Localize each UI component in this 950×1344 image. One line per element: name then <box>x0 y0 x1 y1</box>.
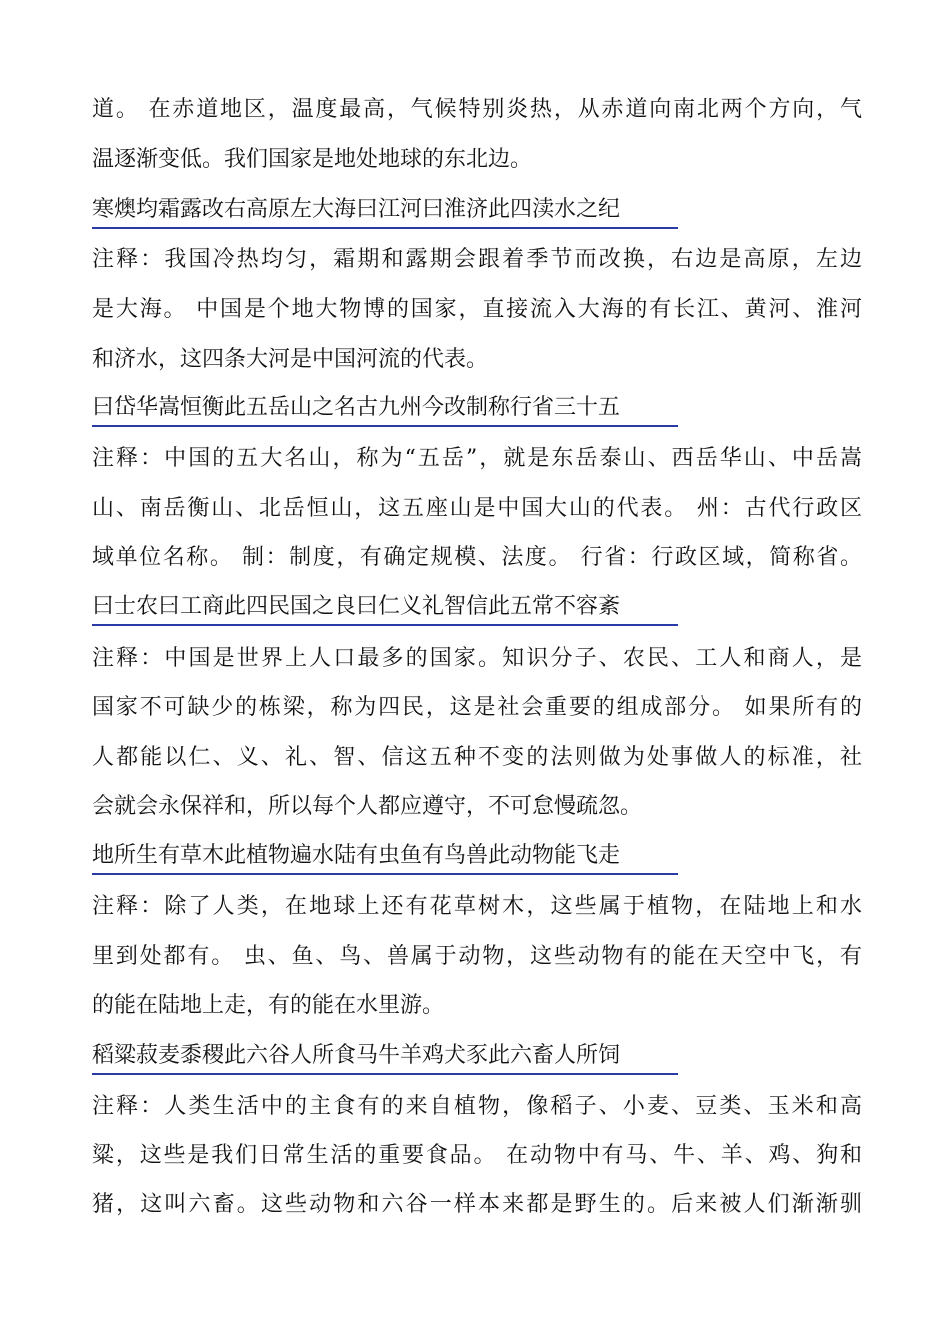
verse-heading-5 <box>92 1041 678 1075</box>
verse-heading-2 <box>92 393 678 427</box>
verse-text: 稻粱菽麦黍稷此六谷人所食马牛羊鸡犬豕此六畜人所饲 <box>92 1043 621 1068</box>
intro-line-2: 温逐渐变低。我们国家是地处地球的东北边。 <box>92 147 533 172</box>
annotation-line: 和济水，这四条大河是中国河流的代表。 <box>92 347 489 372</box>
annotation-line: 里到处都有。 虫、鱼、鸟、兽属于动物，这些动物有的能在天空中飞，有 <box>92 944 862 969</box>
annotation-line: 的能在陆地上走，有的能在水里游。 <box>92 993 445 1018</box>
verse-heading-3 <box>92 592 678 626</box>
verse-text: 地所生有草木此植物遍水陆有虫鱼有鸟兽此动物能飞走 <box>92 843 621 868</box>
annotation-line: 注释：人类生活中的主食有的来自植物，像稻子、小麦、豆类、玉米和高 <box>92 1094 862 1119</box>
annotation-line: 域单位名称。 制：制度，有确定规模、法度。 行省：行政区域，简称省。 <box>92 545 862 570</box>
annotation-line: 国家不可缺少的栋梁，称为四民，这是社会重要的组成部分。 如果所有的 <box>92 695 862 720</box>
annotation-line: 注释：中国的五大名山，称为“五岳”，就是东岳泰山、西岳华山、中岳嵩 <box>92 446 862 471</box>
annotation-line: 注释：中国是世界上人口最多的国家。知识分子、农民、工人和商人，是 <box>92 646 862 671</box>
annotation-line: 山、南岳衡山、北岳恒山，这五座山是中国大山的代表。 州：古代行政区 <box>92 496 862 521</box>
annotation-line: 会就会永保祥和，所以每个人都应遵守，不可怠慢疏忽。 <box>92 794 643 819</box>
verse-text: 寒燠均霜露改右高原左大海曰江河曰淮济此四渎水之纪 <box>92 197 621 222</box>
verse-heading-4 <box>92 841 678 875</box>
verse-text: 曰士农曰工商此四民国之良曰仁义礼智信此五常不容紊 <box>92 594 621 619</box>
annotation-line: 注释：除了人类，在地球上还有花草树木，这些属于植物，在陆地上和水 <box>92 894 862 919</box>
annotation-line: 注释：我国冷热均匀，霜期和露期会跟着季节而改换，右边是高原，左边 <box>92 247 862 272</box>
intro-line-1: 道。 在赤道地区，温度最高，气候特别炎热，从赤道向南北两个方向，气 <box>92 97 862 122</box>
verse-text: 曰岱华嵩恒衡此五岳山之名古九州今改制称行省三十五 <box>92 395 621 420</box>
annotation-line: 猪，这叫六畜。这些动物和六谷一样本来都是野生的。后来被人们渐渐驯 <box>92 1192 862 1217</box>
annotation-line: 粱，这些是我们日常生活的重要食品。 在动物中有马、牛、羊、鸡、狗和 <box>92 1143 862 1168</box>
annotation-line: 人都能以仁、义、礼、智、信这五种不变的法则做为处事做人的标准，社 <box>92 745 862 770</box>
annotation-line: 是大海。 中国是个地大物博的国家，直接流入大海的有长江、黄河、淮河 <box>92 297 862 322</box>
verse-heading-1 <box>92 195 678 229</box>
